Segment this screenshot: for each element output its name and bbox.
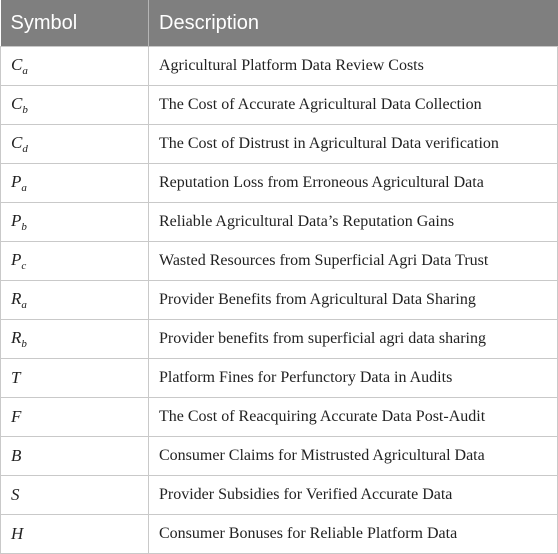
table-row [1, 437, 558, 476]
table-row [1, 125, 558, 164]
symbol-subscript: a [21, 182, 27, 194]
table-body [1, 47, 558, 554]
symbol-letter: F [11, 407, 22, 426]
symbol-subscript: b [21, 338, 27, 350]
symbol-letter: P [11, 211, 22, 230]
symbol-subscript: b [22, 104, 28, 116]
symbol-letter: P [11, 250, 22, 269]
description-cell: Consumer Bonuses for Reliable Platform Data [149, 515, 558, 554]
symbol-letter: T [11, 368, 21, 387]
symbol-letter: R [11, 289, 22, 308]
symbol-cell [1, 203, 149, 242]
symbol-cell [1, 125, 149, 164]
symbol-subscript: c [21, 260, 27, 272]
table-row [1, 359, 558, 398]
description-cell: Wasted Resources from Superficial Agri Data Trust [149, 242, 558, 281]
table-row [1, 320, 558, 359]
symbol-subscript: a [21, 299, 27, 311]
description-cell: The Cost of Accurate Agricultural Data Collection [149, 86, 558, 125]
description-cell: Provider benefits from superficial agri data sharing [149, 320, 558, 359]
table-row [1, 47, 558, 86]
symbol-letter: C [11, 94, 23, 113]
symbol-letter: R [11, 328, 22, 347]
table-row [1, 164, 558, 203]
symbol-letter: H [11, 524, 24, 543]
description-cell: The Cost of Reacquiring Accurate Data Post-Audit [149, 398, 558, 437]
description-cell: Reliable Agricultural Data’s Reputation Gains [149, 203, 558, 242]
symbol-letter: P [11, 172, 22, 191]
symbol-subscript: d [22, 143, 28, 155]
symbol-subscript: a [22, 65, 28, 77]
symbol-cell [1, 86, 149, 125]
symbol-cell [1, 437, 149, 476]
symbol-cell [1, 281, 149, 320]
table-row [1, 86, 558, 125]
symbol-cell [1, 359, 149, 398]
header-symbol: Symbol [1, 0, 149, 47]
symbol-cell [1, 164, 149, 203]
description-cell: Provider Benefits from Agricultural Data Sharing [149, 281, 558, 320]
table-row [1, 476, 558, 515]
symbol-subscript: b [21, 221, 27, 233]
header-row [1, 0, 558, 47]
description-cell: Reputation Loss from Erroneous Agricultural Data [149, 164, 558, 203]
table-row [1, 242, 558, 281]
description-cell: The Cost of Distrust in Agricultural Data verification [149, 125, 558, 164]
symbol-cell [1, 320, 149, 359]
table-row [1, 515, 558, 554]
symbol-letter: S [11, 485, 20, 504]
description-cell: Platform Fines for Perfunctory Data in Audits [149, 359, 558, 398]
description-cell: Agricultural Platform Data Review Costs [149, 47, 558, 86]
symbol-letter: C [11, 55, 23, 74]
symbol-cell [1, 242, 149, 281]
symbol-cell [1, 515, 149, 554]
description-cell: Provider Subsidies for Verified Accurate Data [149, 476, 558, 515]
symbol-cell [1, 476, 149, 515]
table-row [1, 398, 558, 437]
symbol-cell [1, 47, 149, 86]
symbol-cell [1, 398, 149, 437]
symbol-letter: C [11, 133, 23, 152]
table-row [1, 203, 558, 242]
table-row [1, 281, 558, 320]
header-description: Description [149, 0, 558, 47]
description-cell: Consumer Claims for Mistrusted Agricultural Data [149, 437, 558, 476]
symbol-letter: B [11, 446, 22, 465]
